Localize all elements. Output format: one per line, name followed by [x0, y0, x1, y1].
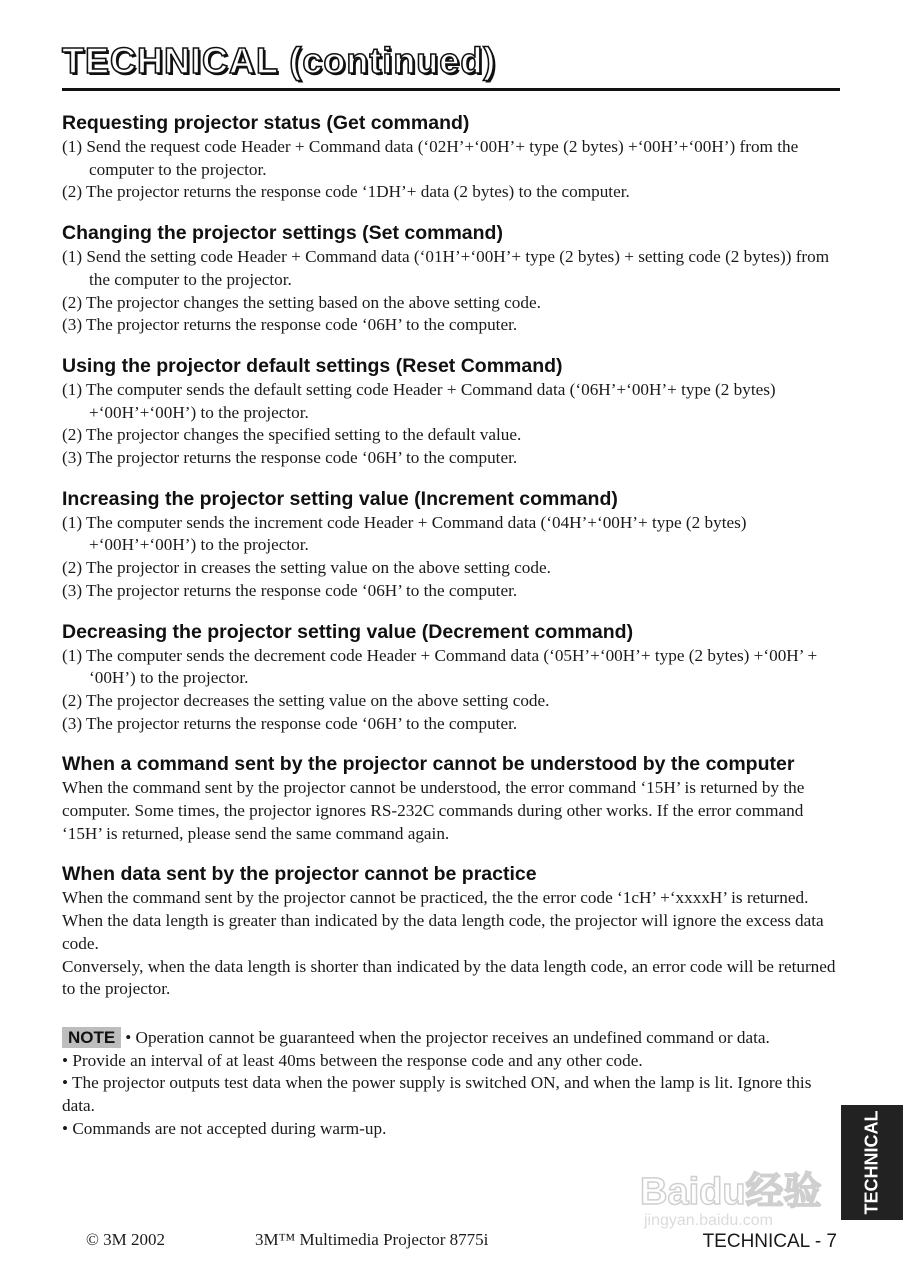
list-item: (2) The projector changes the specified setting to the default value. [62, 425, 522, 445]
watermark-url: jingyan.baidu.com [644, 1212, 773, 1229]
list-item: (1) Send the setting code Header + Command data (‘01H’+‘00H’+ type (2 bytes) + setting code (2 bytes)) from the computer to the projector. [62, 247, 830, 289]
title-divider [62, 88, 840, 91]
list-item: (1) The computer sends the decrement code Header + Command data (‘05H’+‘00H’+ type (2 bytes) +‘00H’ + ‘00H’) to the projector. [62, 645, 818, 688]
note-block [62, 1027, 842, 1141]
baidu-watermark [640, 1160, 840, 1240]
note-line: • Provide an interval of at least 40ms between the response code and any other code. [62, 1050, 643, 1070]
section-decrement-command [62, 619, 842, 736]
footer-product-name: 3M™ Multimedia Projector 8775i [255, 1230, 489, 1249]
section-heading: When a command sent by the projector cannot be understood by the computer [62, 753, 795, 776]
paragraph: Conversely, when the data length is shorter than indicated by the data length code, an error code will be returned to the projector. [62, 956, 836, 999]
page-title: TECHNICAL (continued) [62, 40, 497, 81]
list-item: (3) The projector returns the response code ‘06H’ to the computer. [62, 315, 518, 335]
section-heading: Requesting projector status (Get command) [62, 112, 470, 134]
list-item: (1) The computer sends the increment code Header + Command data (‘04H’+‘00H’+ type (2 bytes) +‘00H’+‘00H’) to the projector. [62, 512, 747, 555]
list-item: (3) The projector returns the response code ‘06H’ to the computer. [62, 713, 518, 733]
footer-page-number: TECHNICAL - 7 [702, 1231, 837, 1252]
list-item: (3) The projector returns the response code ‘06H’ to the computer. [62, 580, 518, 600]
list-item: (2) The projector returns the response code ‘1DH’+ data (2 bytes) to the computer. [62, 182, 630, 202]
section-set-command [62, 220, 842, 337]
note-text: • Operation cannot be guaranteed when the projector receives an undefined command or data. [125, 1027, 770, 1047]
section-reset-command [62, 353, 842, 470]
list-item: (2) The projector changes the setting based on the above setting code. [62, 292, 541, 312]
section-heading: When data sent by the projector cannot be practice [62, 863, 537, 886]
list-item: (1) Send the request code Header + Command data (‘02H’+‘00H’+ type (2 bytes) +‘00H’+‘00H’) from the computer to the projector. [62, 137, 799, 179]
note-line: • The projector outputs test data when the power supply is switched ON, and when the lamp is lit. Ignore this data. [62, 1073, 812, 1116]
section-heading: Decreasing the projector setting value (Decrement command) [62, 620, 634, 643]
section-data-not-practiced [62, 861, 842, 1001]
section-command-not-understood [62, 751, 842, 845]
watermark-logo: Baidu经验 [640, 1171, 822, 1213]
section-heading: Changing the projector settings (Set command) [62, 222, 503, 245]
note-badge: NOTE [62, 1027, 121, 1048]
section-heading: Using the projector default settings (Reset Command) [62, 354, 563, 377]
paragraph: When the command sent by the projector cannot be practiced, the the error code ‘1cH’ +‘xxxxH’ is returned. [62, 888, 809, 908]
paragraph: When the data length is greater than indicated by the data length code, the projector will ignore the excess data code. [62, 911, 824, 953]
footer-copyright: © 3M 2002 [86, 1230, 166, 1249]
section-increment-command [62, 486, 842, 603]
note-line: • Commands are not accepted during warm-up. [62, 1118, 387, 1138]
section-side-tab [841, 1105, 903, 1220]
note-line [62, 1027, 842, 1050]
section-get-command [62, 110, 842, 204]
list-item: (1) The computer sends the default setting code Header + Command data (‘06H’+‘00H’+ type (2 bytes) +‘00H’+‘00H’) to the projector. [62, 379, 776, 422]
main-content [62, 110, 842, 1141]
list-item: (2) The projector decreases the setting value on the above setting code. [62, 690, 550, 710]
list-item: (2) The projector in creases the setting value on the above setting code. [62, 558, 551, 578]
section-heading: Increasing the projector setting value (Increment command) [62, 487, 618, 510]
paragraph: When the command sent by the projector cannot be understood, the error command ‘15H’ is returned by the computer. Some times, the projector ignores RS-232C commands during other works. If the error command ‘15H’ is returned, please send the same command again. [62, 778, 805, 843]
side-tab-label: TECHNICAL [861, 1110, 882, 1215]
list-item: (3) The projector returns the response code ‘06H’ to the computer. [62, 448, 518, 468]
